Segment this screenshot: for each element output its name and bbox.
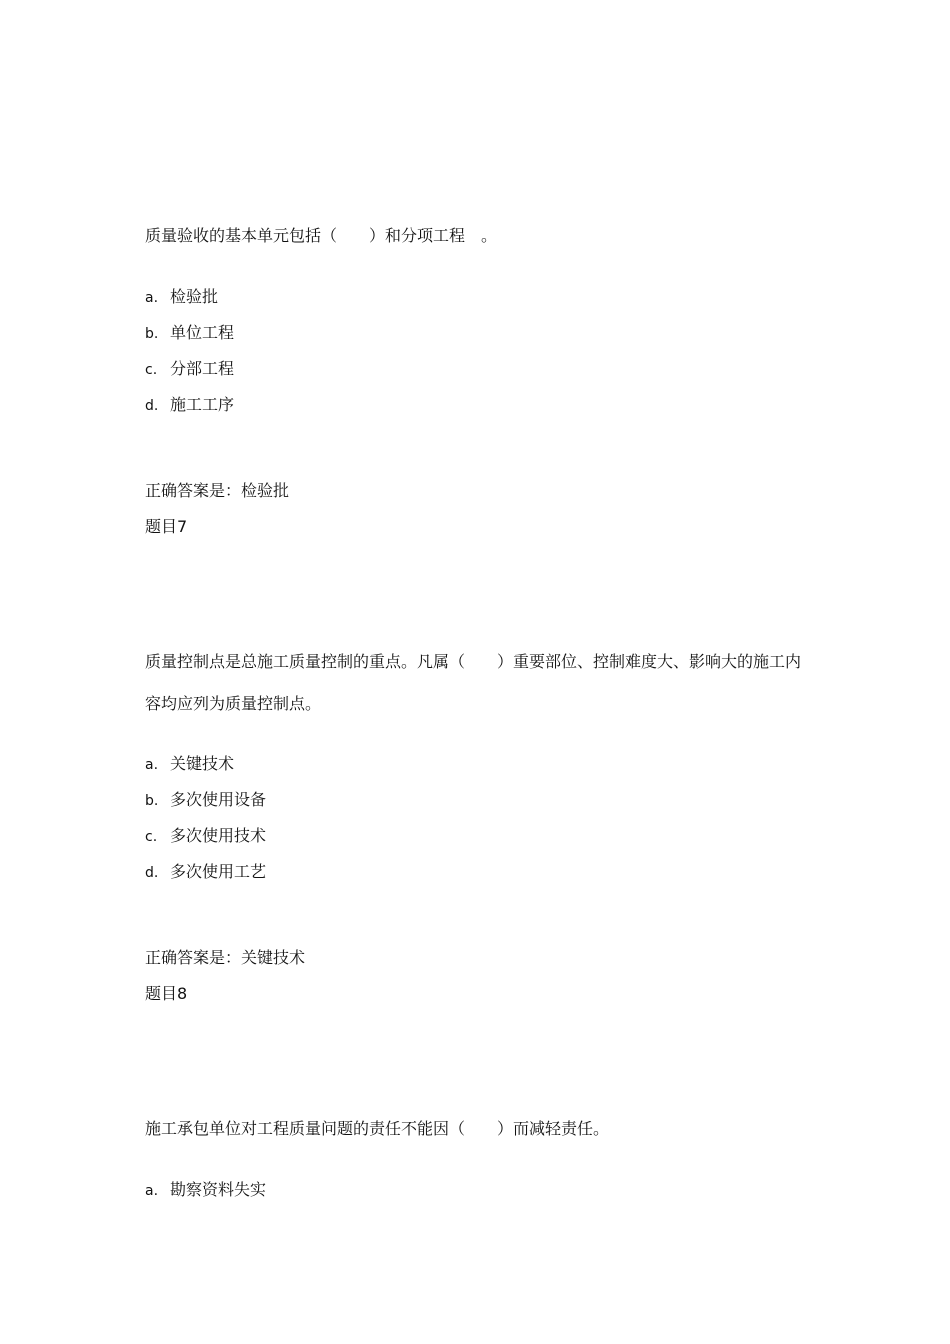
correct-answer: 正确答案是：关键技术 xyxy=(145,948,306,967)
option-c[interactable] xyxy=(145,826,266,847)
option-text: 分部工程 xyxy=(170,359,235,378)
option-key: b. xyxy=(145,326,159,342)
option-key: b. xyxy=(145,793,159,809)
option-key: d. xyxy=(145,398,159,414)
option-text: 勘察资料失实 xyxy=(170,1180,267,1199)
option-a[interactable] xyxy=(145,754,234,775)
option-b[interactable] xyxy=(145,790,266,811)
option-text: 多次使用工艺 xyxy=(170,862,267,881)
option-key: c. xyxy=(145,362,158,378)
option-text: 多次使用技术 xyxy=(170,826,267,845)
option-text: 单位工程 xyxy=(170,323,235,342)
option-d[interactable] xyxy=(145,862,266,883)
correct-answer: 正确答案是：检验批 xyxy=(145,481,290,500)
option-key: a. xyxy=(145,1183,159,1199)
option-text: 多次使用设备 xyxy=(170,790,267,809)
option-key: a. xyxy=(145,290,159,306)
option-text: 关键技术 xyxy=(170,754,235,773)
option-key: a. xyxy=(145,757,159,773)
option-b[interactable] xyxy=(145,323,234,344)
option-c[interactable] xyxy=(145,359,234,380)
question-stem: 质量控制点是总施工质量控制的重点。凡属（ ）重要部位、控制难度大、影响大的施工内 xyxy=(145,652,802,671)
question-number: 题目7 xyxy=(145,517,188,536)
option-d[interactable] xyxy=(145,395,234,416)
option-key: c. xyxy=(145,829,158,845)
question-number: 题目8 xyxy=(145,984,188,1003)
question-stem: 施工承包单位对工程质量问题的责任不能因（ ）而减轻责任。 xyxy=(145,1119,610,1138)
question-stem: 质量验收的基本单元包括（ ）和分项工程 。 xyxy=(145,226,498,245)
question-stem-continued: 容均应列为质量控制点。 xyxy=(145,694,322,713)
option-text: 检验批 xyxy=(170,287,219,306)
option-text: 施工工序 xyxy=(170,395,235,414)
option-key: d. xyxy=(145,865,159,881)
option-a[interactable] xyxy=(145,1180,266,1201)
option-a[interactable] xyxy=(145,287,218,308)
